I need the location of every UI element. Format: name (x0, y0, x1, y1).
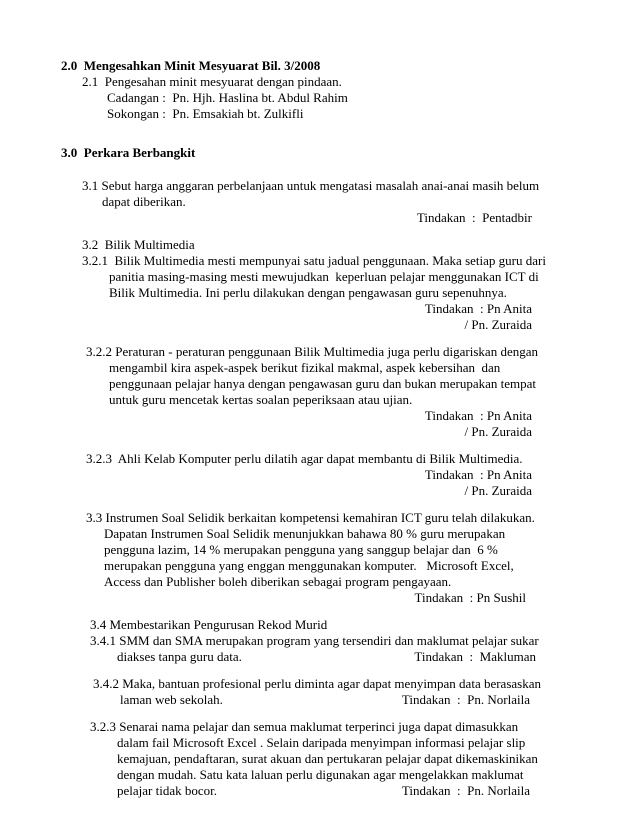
item-3-4-2-line: laman web sekolah. (120, 692, 223, 707)
item-3-3-line: Dapatan Instrumen Soal Selidik menunjukkan bahawa 80 % guru merupakan (104, 526, 506, 541)
tindakan-3-3: Tindakan : Pn Sushil (414, 590, 526, 605)
item-3-2-2-line: 3.2.2 Peraturan - peraturan penggunaan Bilik Multimedia juga perlu digariskan dengan (86, 344, 538, 359)
item-3-3-line: merupakan pengguna yang enggan menggunakan komputer. Microsoft Excel, (104, 558, 514, 573)
tindakan-3-2-1: Tindakan : Pn Anita (424, 301, 532, 316)
tindakan-3-2-3: Tindakan : Pn Anita (424, 467, 532, 482)
item-3-3-line: Access dan Publisher boleh diberikan sebagai program pengayaan. (104, 574, 452, 589)
sokongan-line: Sokongan : Pn. Emsakiah bt. Zulkifli (107, 106, 304, 121)
item-2-1: 2.1 Pengesahan minit mesyuarat dengan pindaan. (82, 74, 342, 89)
item-3-2-3b-line: dalam fail Microsoft Excel . Selain daripada menyimpan informasi pelajar slip (117, 735, 526, 750)
item-3-2-1-line: Bilik Multimedia. Ini perlu dilakukan dengan pengawasan guru sepenuhnya. (109, 285, 507, 300)
item-3-4-1-line: 3.4.1 SMM dan SMA merupakan program yang tersendiri dan maklumat pelajar sukar (90, 633, 539, 648)
item-3-3-line: 3.3 Instrumen Soal Selidik berkaitan kompetensi kemahiran ICT guru telah dilakukan. (86, 510, 535, 525)
item-3-4-title: 3.4 Membestarikan Pengurusan Rekod Murid (90, 617, 328, 632)
section-2-heading: 2.0 Mengesahkan Minit Mesyuarat Bil. 3/2008 (61, 58, 321, 73)
tindakan-3-2-1-alt: / Pn. Zuraida (464, 317, 532, 332)
tindakan-3-4-2: Tindakan : Pn. Norlaila (401, 692, 530, 707)
tindakan-3-2-2-alt: / Pn. Zuraida (464, 424, 532, 439)
item-3-1-line: dapat diberikan. (102, 194, 186, 209)
item-3-2-2-line: untuk guru mencetak kertas soalan peperiksaan atau ujian. (109, 392, 413, 407)
tindakan-3-4-1: Tindakan : Makluman (414, 649, 536, 664)
item-3-2-3b-line: kemajuan, pendaftaran, surat akuan dan pertukaran pelajar dapat dikemaskinikan (117, 751, 538, 766)
tindakan-3-2-3-alt: / Pn. Zuraida (464, 483, 532, 498)
tindakan-3-1: Tindakan : Pentadbir (416, 210, 532, 225)
section-3-heading: 3.0 Perkara Berbangkit (61, 145, 196, 160)
item-3-3-line: pengguna lazim, 14 % merupakan pengguna yang sanggup belajar dan 6 % (104, 542, 498, 557)
item-3-1-line: 3.1 Sebut harga anggaran perbelanjaan untuk mengatasi masalah anai-anai masih belum (82, 178, 540, 193)
item-3-2-2-line: mengambil kira aspek-aspek berikut fizikal makmal, aspek kebersihan dan (109, 360, 501, 375)
item-3-2-3b-line: dengan mudah. Satu kata laluan perlu digunakan agar mengelakkan maklumat (117, 767, 524, 782)
item-3-4-1-line: diakses tanpa guru data. (117, 649, 242, 664)
item-3-2-3b-line: pelajar tidak bocor. (117, 783, 217, 798)
item-3-2-2-line: penggunaan pelajar hanya dengan pengawasan guru dan bukan merupakan tempat (109, 376, 537, 391)
item-3-2-1-line: panitia masing-masing mesti mewujudkan keperluan pelajar menggunakan ICT di (109, 269, 539, 284)
cadangan-line: Cadangan : Pn. Hjh. Haslina bt. Abdul Rahim (107, 90, 348, 105)
item-3-2-1-line: 3.2.1 Bilik Multimedia mesti mempunyai satu jadual penggunaan. Maka setiap guru dari (82, 253, 546, 268)
tindakan-3-2-2: Tindakan : Pn Anita (424, 408, 532, 423)
item-3-2-3b-line: 3.2.3 Senarai nama pelajar dan semua maklumat terperinci juga dapat dimasukkan (90, 719, 519, 734)
item-3-2-title: 3.2 Bilik Multimedia (82, 237, 195, 252)
item-3-4-2-line: 3.4.2 Maka, bantuan profesional perlu diminta agar dapat menyimpan data berasaskan (93, 676, 541, 691)
tindakan-3-2-3b: Tindakan : Pn. Norlaila (401, 783, 530, 798)
item-3-2-3-line: 3.2.3 Ahli Kelab Komputer perlu dilatih agar dapat membantu di Bilik Multimedia. (86, 451, 523, 466)
